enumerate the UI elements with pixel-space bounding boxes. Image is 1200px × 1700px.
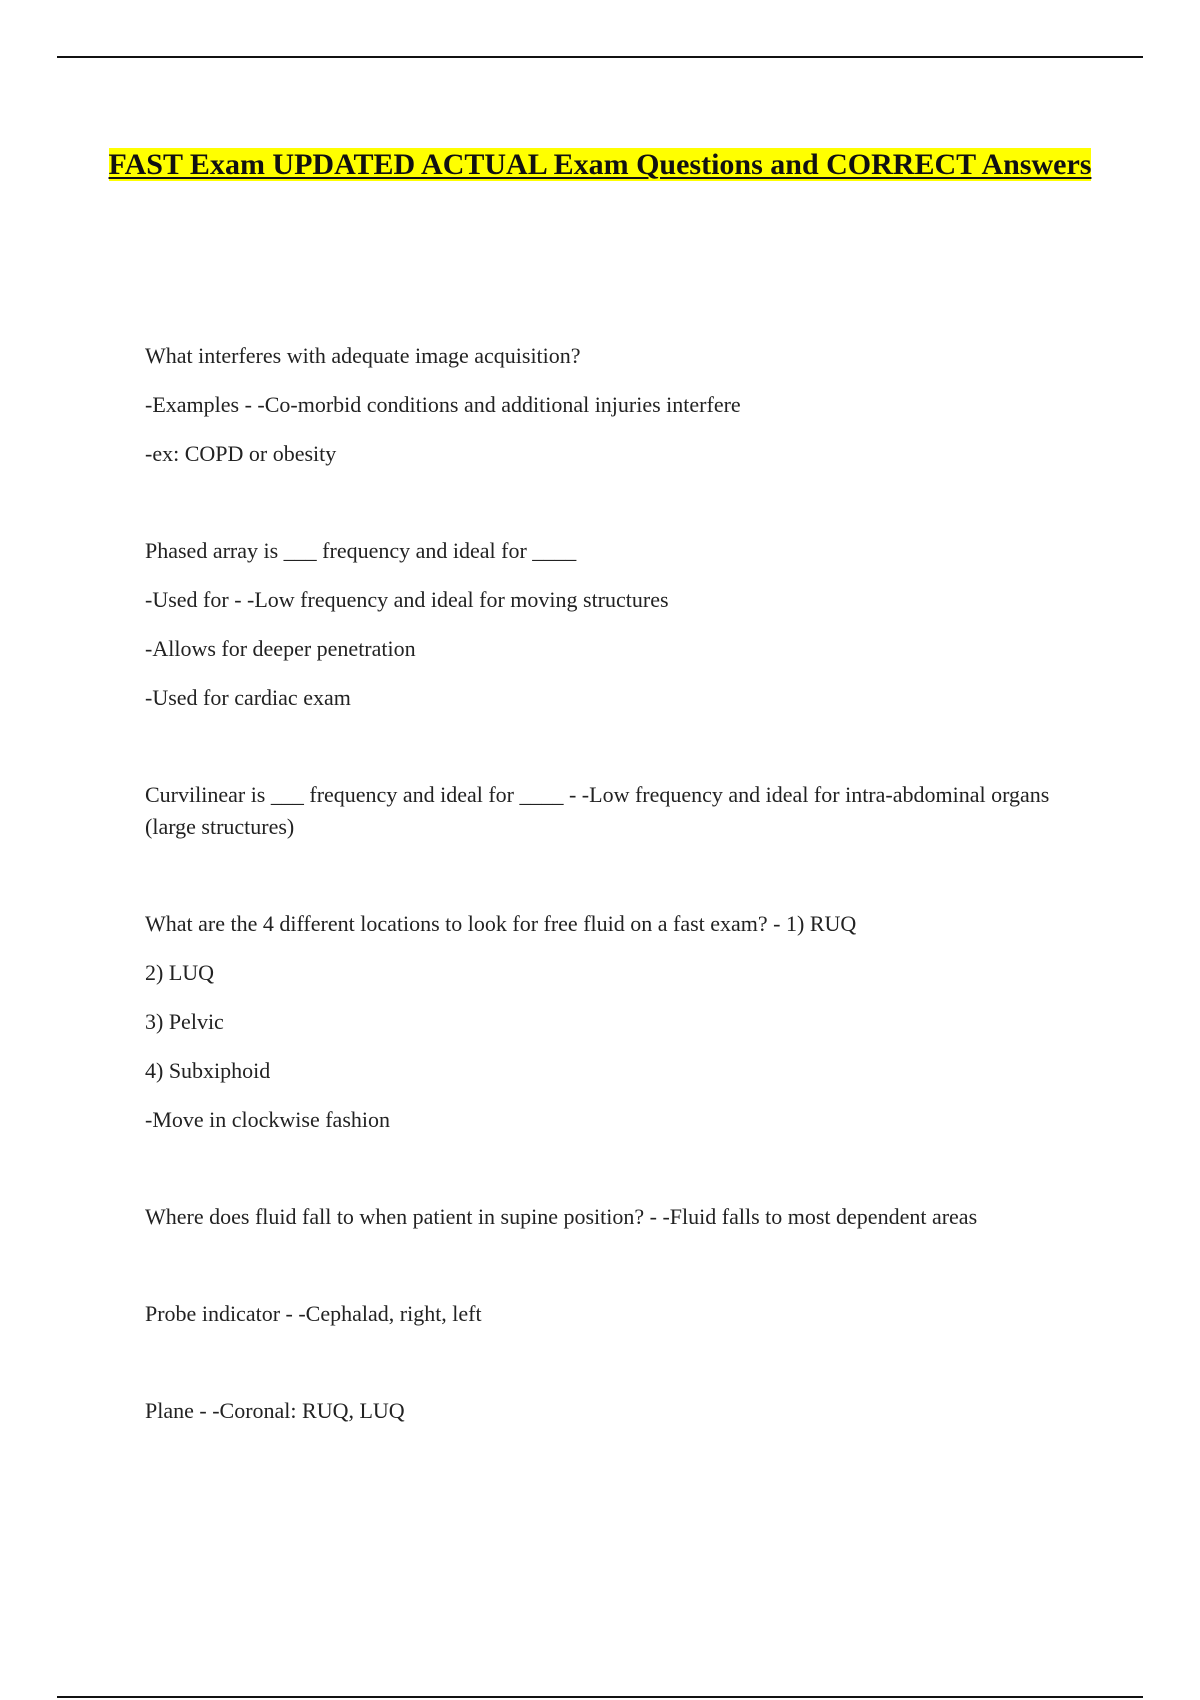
top-rule	[57, 56, 1143, 58]
document-body	[145, 340, 1085, 1427]
answer-paragraph: -Used for - -Low frequency and ideal for moving structures	[145, 587, 669, 612]
question-paragraph: What interferes with adequate image acquisition?	[145, 343, 581, 368]
document-title	[57, 144, 1143, 186]
answer-paragraph: 4) Subxiphoid	[145, 1058, 271, 1083]
question-paragraph: Probe indicator - -Cephalad, right, left	[145, 1301, 482, 1326]
answer-paragraph: 3) Pelvic	[145, 1009, 224, 1034]
answer-paragraph: -Used for cardiac exam	[145, 685, 351, 710]
question-paragraph: Phased array is ___ frequency and ideal for ____	[145, 538, 577, 563]
question-paragraph: Plane - -Coronal: RUQ, LUQ	[145, 1398, 405, 1423]
title-highlight: FAST Exam UPDATED ACTUAL Exam Questions and CORRECT Answers	[108, 148, 1092, 181]
question-paragraph: Where does fluid fall to when patient in supine position? - -Fluid falls to most dependent areas	[145, 1204, 978, 1229]
answer-paragraph: -Move in clockwise fashion	[145, 1107, 390, 1132]
question-paragraph: What are the 4 different locations to look for free fluid on a fast exam? - 1) RUQ	[145, 911, 857, 936]
question-paragraph: Curvilinear is ___ frequency and ideal for ____ - -Low frequency and ideal for intra-abdominal organs (large structures)	[145, 782, 1050, 839]
answer-paragraph: -ex: COPD or obesity	[145, 441, 337, 466]
answer-paragraph: -Allows for deeper penetration	[145, 636, 416, 661]
bottom-rule	[57, 1696, 1143, 1698]
answer-paragraph: 2) LUQ	[145, 960, 215, 985]
answer-paragraph: -Examples - -Co-morbid conditions and additional injuries interfere	[145, 392, 741, 417]
